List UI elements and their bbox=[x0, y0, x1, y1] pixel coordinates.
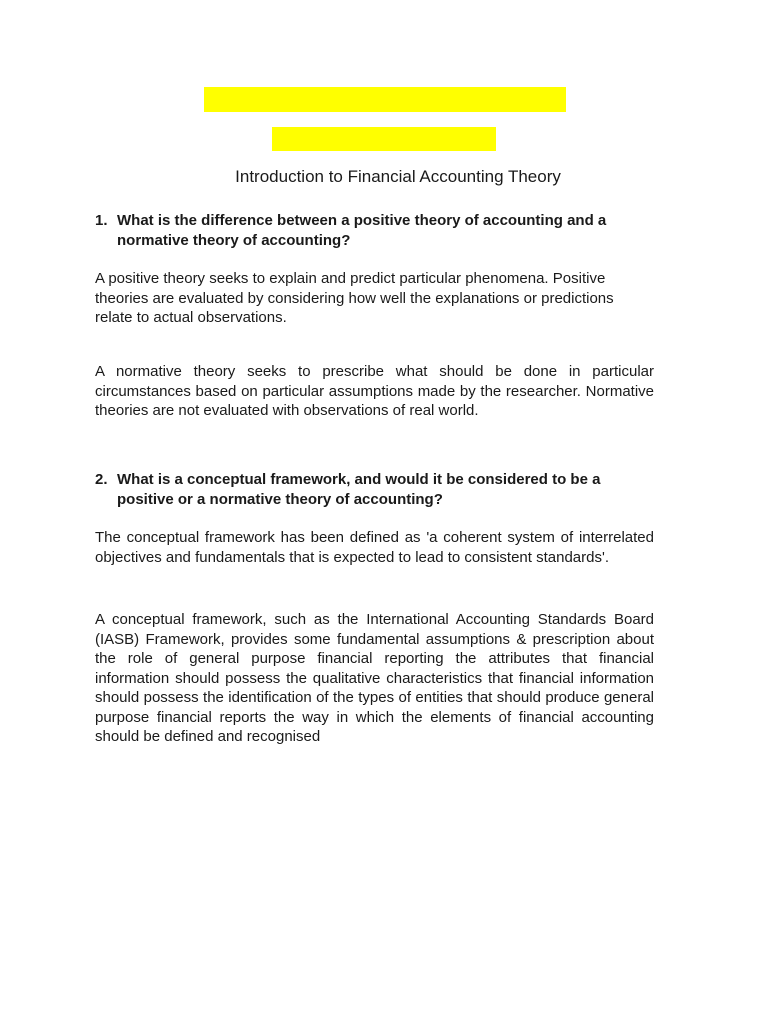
highlight-bar-top bbox=[204, 87, 566, 112]
question-text: What is a conceptual framework, and would it be considered to be a positive or a normative theory of accounting? bbox=[117, 471, 601, 508]
question-2 bbox=[95, 470, 655, 510]
question-1 bbox=[95, 211, 655, 251]
question-number: 2. bbox=[95, 471, 108, 488]
highlight-bar-second bbox=[272, 127, 496, 151]
answer-conceptual-framework-example: A conceptual framework, such as the International Accounting Standards Board (IASB) Framework, provides some fundamental assumptions & prescription about the role of general purpose financial reporting the attributes that financial information should possess the qualitative characteristics that financial information should possess the identification of the types of entities that should produce general purpose financial reports the way in which the elements of financial accounting should be defined and recognised bbox=[95, 611, 654, 745]
answer-positive-theory: A positive theory seeks to explain and predict particular phenomena. Positive theories are evaluated by considering how well the explanations or predictions relate to actual observations. bbox=[95, 270, 614, 326]
document-title: Introduction to Financial Accounting Theory bbox=[235, 167, 561, 186]
answer-normative-theory: A normative theory seeks to prescribe what should be done in particular circumstances based on particular assumptions made by the researcher. Normative theories are not evaluated with observations of real world. bbox=[95, 363, 654, 419]
answer-conceptual-framework-definition: The conceptual framework has been defined as 'a coherent system of interrelated objectives and fundamentals that is expected to lead to consistent standards'. bbox=[95, 529, 654, 566]
question-number: 1. bbox=[95, 212, 108, 229]
question-text: What is the difference between a positive theory of accounting and a normative theory of accounting? bbox=[117, 212, 607, 249]
